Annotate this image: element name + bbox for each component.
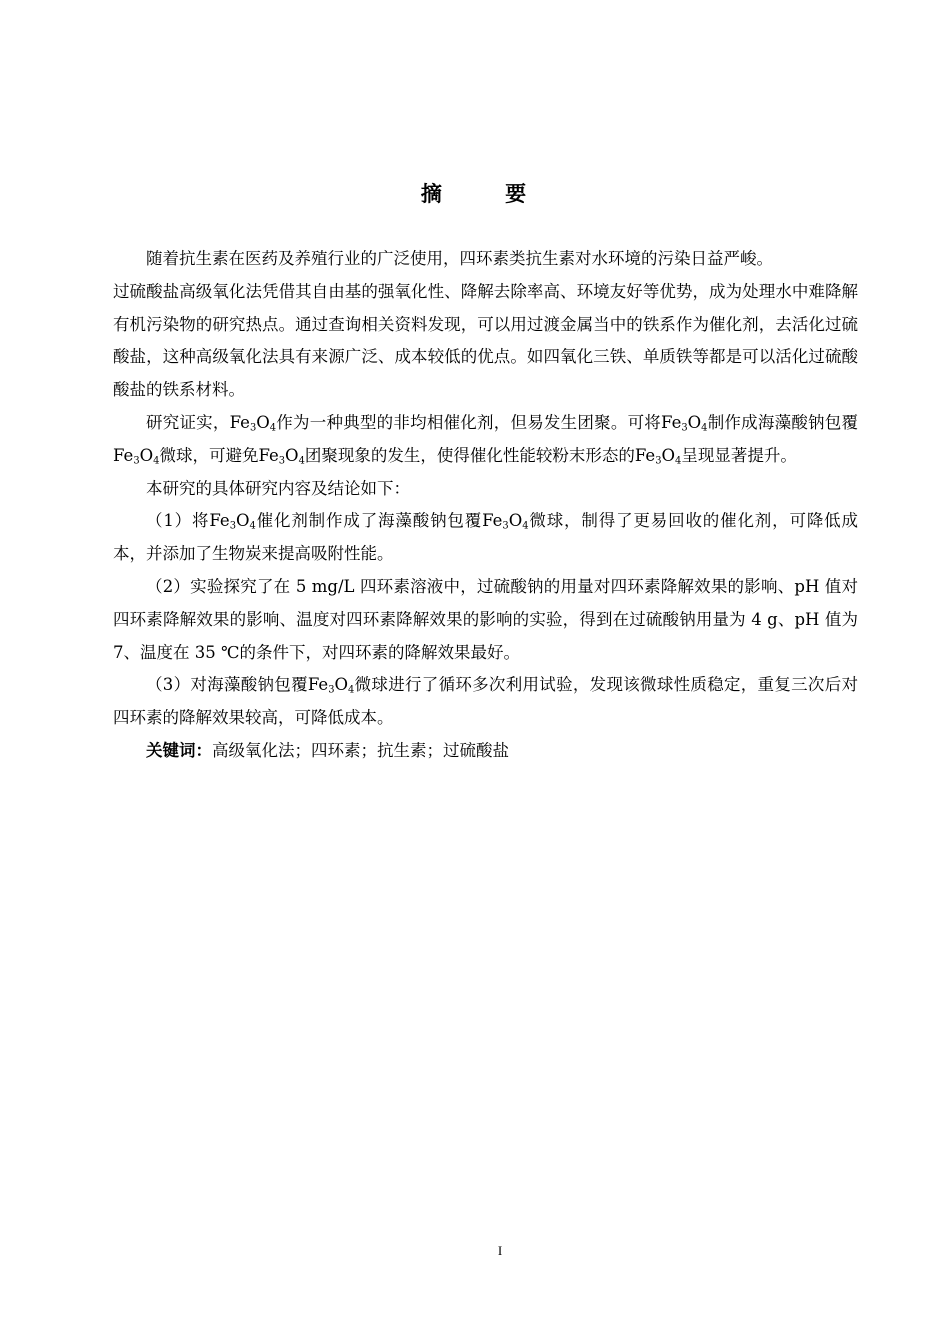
text-segment: 微球进行了循环多次利用试验，发现该微球性质稳定，重复三次后对四环素的降解效果较高，可降低成本。: [113, 675, 858, 728]
formula-sub-4: 4: [348, 684, 355, 696]
formula-o: O: [334, 675, 349, 695]
formula-sub-4: 4: [701, 422, 708, 434]
formula-sub-4: 4: [249, 520, 256, 532]
formula-fe: Fe: [113, 445, 134, 465]
formula-fe3o4: [308, 675, 354, 694]
keywords-line: [113, 735, 858, 768]
paragraph-contents-intro: 本研究的具体研究内容及结论如下：: [146, 478, 410, 498]
formula-sub-4: 4: [522, 520, 529, 532]
formula-fe: Fe: [661, 412, 682, 432]
formula-o: O: [687, 412, 702, 432]
formula-fe3o4: [258, 446, 304, 465]
conclusion-item-2: （2）实验探究了在 5 mg/L 四环素溶液中，过硫酸钠的用量对四环素降解效果的影响、pH 值对四环素降解效果的影响、温度对四环素降解效果的影响的实验，得到在过硫酸钠用量为 4 g、pH 值为 7、温度在 35 ℃的条件下，对四环素的降解效果最好。: [113, 576, 858, 662]
keywords-label: 关键词：: [146, 740, 212, 760]
formula-fe3o4: [482, 511, 528, 530]
formula-sub-3: 3: [655, 455, 662, 467]
abstract-body: [113, 243, 858, 768]
formula-sub-3: 3: [681, 422, 688, 434]
formula-o: O: [285, 445, 299, 465]
text-segment: 团聚现象的发生，使得催化性能较粉末形态的: [304, 445, 635, 465]
text-segment: （1）将: [146, 511, 210, 531]
formula-o: O: [139, 445, 154, 465]
paragraph-intro: 随着抗生素在医药及养殖行业的广泛使用，四环素类抗生素对水环境的污染日益严峻。: [146, 249, 773, 268]
paragraph-persulfate: 过硫酸盐高级氧化法凭借其自由基的强氧化性、降解去除率高、环境友好等优势，成为处理水中难降解有机污染物的研究热点。通过查询相关资料发现，可以用过渡金属当中的铁系作为催化剂，去活化过硫酸盐，这种高级氧化法具有来源广泛、成本较低的优点。如四氧化三铁、单质铁等都是可以活化过硫酸酸盐的铁系材料。: [113, 281, 858, 400]
formula-sub-4: 4: [153, 455, 160, 467]
formula-fe3o4: [661, 413, 707, 432]
text-segment: （3）对海藻酸钠包覆: [146, 675, 308, 695]
text-segment: 微球，制得了更易回收的催化剂，可降低成本，并添加了生物炭来提高吸附性能。: [113, 511, 859, 564]
formula-fe: Fe: [229, 412, 250, 432]
formula-sub-3: 3: [328, 684, 335, 696]
formula-sub-3: 3: [502, 520, 509, 532]
text-segment: 催化剂制作成了海藻酸钠包覆: [255, 511, 483, 531]
formula-o: O: [256, 412, 270, 432]
page-title: 摘 要: [420, 182, 555, 206]
formula-fe: Fe: [634, 445, 656, 465]
formula-fe: Fe: [258, 445, 279, 465]
conclusion-item-1: [113, 505, 858, 571]
paragraph-fe3o4: [113, 407, 858, 473]
formula-sub-3: 3: [278, 455, 286, 467]
text-segment: 微球，可避免: [159, 445, 259, 465]
text-segment: 研究证实，: [146, 412, 230, 432]
formula-fe: Fe: [482, 511, 503, 531]
text-segment: 呈现显著提升。: [681, 445, 797, 465]
formula-sub-4: 4: [298, 455, 305, 467]
formula-sub-4: 4: [269, 422, 277, 434]
formula-fe: Fe: [209, 511, 230, 531]
keywords-text: 高级氧化法；四环素；抗生素；过硫酸盐: [212, 740, 509, 760]
formula-sub-3: 3: [249, 422, 257, 434]
text-segment: 制作成海藻酸钠包覆: [707, 412, 859, 432]
formula-o: O: [235, 511, 250, 531]
conclusion-item-3: [113, 669, 858, 735]
text-segment: 作为一种典型的非均相催化剂，但易发生团聚。可将: [276, 412, 662, 432]
formula-sub-4: 4: [675, 455, 682, 467]
formula-fe3o4: [230, 413, 276, 432]
formula-fe: Fe: [307, 675, 329, 695]
formula-o: O: [661, 445, 676, 465]
formula-fe3o4: [113, 446, 159, 465]
formula-fe3o4: [635, 446, 681, 465]
formula-sub-3: 3: [229, 520, 236, 532]
formula-fe3o4: [209, 511, 255, 530]
formula-o: O: [508, 511, 523, 531]
formula-sub-3: 3: [133, 455, 140, 467]
page-number: I: [497, 1243, 503, 1258]
